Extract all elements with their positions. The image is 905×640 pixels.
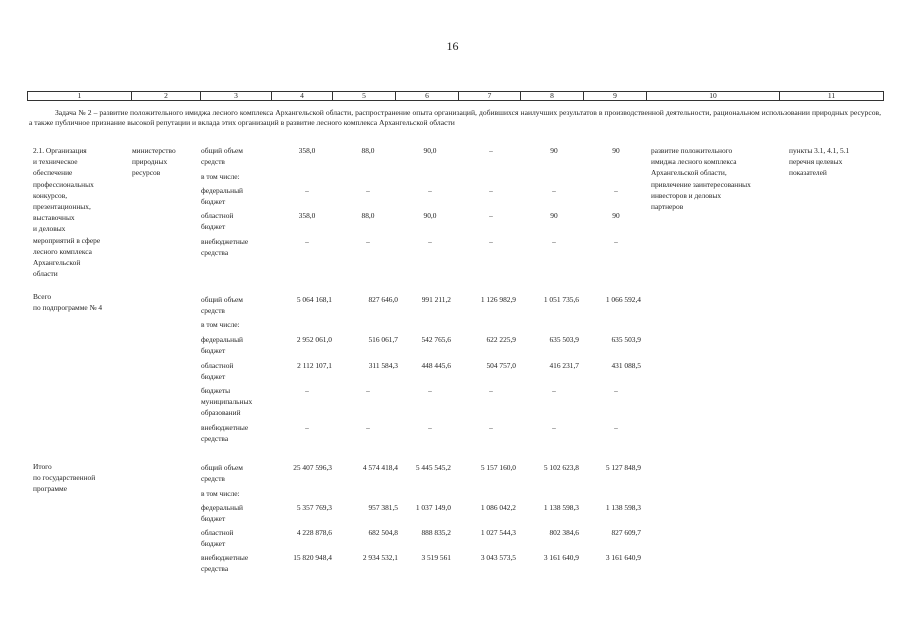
value-cell: 1 037 149,0 [415, 503, 451, 512]
value-cell: 5 102 623,8 [543, 463, 579, 472]
value-cell: – [614, 423, 618, 432]
value-cell: 516 061,7 [368, 335, 398, 344]
source-label: бюджет [201, 539, 226, 548]
activity-name-line: профессиональных [33, 180, 94, 189]
executor-line: природных [132, 157, 168, 166]
page-number: 16 [446, 39, 459, 53]
source-label: средств [201, 157, 225, 166]
source-label: бюджет [201, 197, 226, 206]
value-cell: – [489, 146, 493, 155]
value-cell: 827 646,0 [368, 295, 398, 304]
col-header-2: 2 [132, 92, 201, 101]
col-header-3: 3 [201, 92, 272, 101]
result-line: имиджа лесного комплекса [651, 157, 737, 166]
value-cell: 957 381,5 [368, 503, 398, 512]
value-cell: – [614, 237, 618, 246]
value-cell: 311 584,3 [368, 361, 398, 370]
col-header-4: 4 [272, 92, 333, 101]
value-cell: 3 161 640,9 [543, 553, 579, 562]
value-cell: 3 043 573,5 [480, 553, 516, 562]
value-cell: – [305, 186, 309, 195]
value-cell: 90 [550, 146, 558, 155]
source-label: в том числе: [201, 489, 240, 498]
value-cell: 888 835,2 [421, 528, 451, 537]
activity-name-line: лесного комплекса [33, 247, 92, 256]
value-cell: 358,0 [298, 211, 316, 220]
value-cell: 3 161 640,9 [605, 553, 641, 562]
value-cell: 4 228 878,6 [296, 528, 332, 537]
value-cell: 90 [612, 211, 620, 220]
source-label: областной [201, 528, 234, 537]
source-label: общий объем [201, 146, 243, 155]
value-cell: – [366, 186, 370, 195]
value-cell: – [428, 237, 432, 246]
source-label: внебюджетные [201, 423, 249, 432]
source-label: бюджет [201, 346, 226, 355]
source-label: средства [201, 248, 229, 257]
value-cell: 3 519 561 [421, 553, 451, 562]
source-label: областной [201, 211, 234, 220]
result-line: Архангельской области, [651, 168, 727, 177]
executor-line: министерство [132, 146, 176, 155]
total-label-line: Итого [33, 462, 52, 471]
value-cell: – [428, 386, 432, 395]
task-2-text: Задача № 2 – развитие положительного имиджа лесного комплекса Архангельской области, распространение опыта организаций, добившихся наилучших результатов в производственной деятельности, рациональном использовании природных ресурсов, а также публичное признание высокой репутации и вклада этих организаций в развитие лесного комплекса Архангельской области [29, 108, 881, 127]
value-cell: 1 086 042,2 [480, 503, 516, 512]
col-header-7: 7 [459, 92, 521, 101]
source-label: бюджеты [201, 386, 231, 395]
activity-name-line: области [33, 269, 58, 278]
value-cell: 635 503,9 [549, 335, 579, 344]
source-label: бюджет [201, 222, 226, 231]
total-label-line: программе [33, 484, 67, 493]
value-cell: 2 952 061,0 [296, 335, 332, 344]
value-cell: 416 231,7 [549, 361, 579, 370]
source-label: в том числе: [201, 172, 240, 181]
value-cell: – [552, 423, 556, 432]
value-cell: – [366, 237, 370, 246]
value-cell: 90 [612, 146, 620, 155]
task-2-heading [29, 108, 881, 128]
activity-name-line: мероприятий в сфере [33, 236, 101, 245]
value-cell: – [489, 211, 493, 220]
value-cell: – [614, 386, 618, 395]
activity-name-line: и техническое [33, 157, 78, 166]
source-label: внебюджетные [201, 237, 249, 246]
value-cell: – [552, 386, 556, 395]
value-cell: 635 503,9 [611, 335, 641, 344]
value-cell: 5 064 168,1 [296, 295, 332, 304]
value-cell: – [614, 186, 618, 195]
value-cell: 15 820 948,4 [293, 553, 332, 562]
value-cell: 1 138 598,3 [605, 503, 641, 512]
source-label: средств [201, 306, 225, 315]
value-cell: 991 211,2 [421, 295, 451, 304]
source-label: бюджет [201, 372, 226, 381]
value-cell: – [305, 386, 309, 395]
column-number-header [27, 91, 884, 101]
value-cell: 542 765,6 [421, 335, 451, 344]
source-label: бюджет [201, 514, 226, 523]
value-cell: 622 225,9 [486, 335, 516, 344]
value-cell: 431 088,5 [611, 361, 641, 370]
indicator-line: пункты 3.1, 4.1, 5.1 [789, 146, 850, 155]
source-label: средства [201, 564, 229, 573]
indicator-line: показателей [789, 168, 827, 177]
value-cell: 5 357 769,3 [296, 503, 332, 512]
value-cell: – [305, 423, 309, 432]
source-label: федеральный [201, 503, 243, 512]
col-header-5: 5 [333, 92, 396, 101]
value-cell: – [552, 186, 556, 195]
source-label: областной [201, 361, 234, 370]
result-line: привлечение заинтересованных [651, 180, 751, 189]
value-cell: 5 157 160,0 [480, 463, 516, 472]
value-cell: – [489, 386, 493, 395]
value-cell: – [489, 237, 493, 246]
source-label: образований [201, 408, 241, 417]
col-header-8: 8 [521, 92, 584, 101]
value-cell: 1 027 544,3 [480, 528, 516, 537]
col-header-10: 10 [647, 92, 780, 101]
source-label: общий объем [201, 463, 243, 472]
value-cell: 448 445,6 [421, 361, 451, 370]
result-line: развитие положительного [651, 146, 733, 155]
value-cell: – [366, 423, 370, 432]
value-cell: – [489, 186, 493, 195]
col-header-9: 9 [584, 92, 647, 101]
value-cell: – [552, 237, 556, 246]
value-cell: 88,0 [361, 211, 375, 220]
value-cell: 1 051 735,6 [543, 295, 579, 304]
value-cell: 5 445 545,2 [415, 463, 451, 472]
value-cell: 1 126 982,9 [480, 295, 516, 304]
value-cell: 802 384,6 [549, 528, 579, 537]
value-cell: 1 138 598,3 [543, 503, 579, 512]
value-cell: 90,0 [423, 146, 437, 155]
value-cell: – [428, 423, 432, 432]
source-label: федеральный [201, 186, 243, 195]
value-cell: 827 609,7 [611, 528, 641, 537]
source-label: федеральный [201, 335, 243, 344]
value-cell: 88,0 [361, 146, 375, 155]
result-line: инвесторов и деловых [651, 191, 722, 200]
source-label: общий объем [201, 295, 243, 304]
activity-name-line: Архангельской [33, 258, 81, 267]
total-label-line: Всего [33, 292, 52, 301]
value-cell: 682 504,8 [368, 528, 398, 537]
source-label: средства [201, 434, 229, 443]
source-label: муниципальных [201, 397, 253, 406]
activity-name-line: и деловых [33, 224, 66, 233]
value-cell: – [366, 386, 370, 395]
value-cell: – [489, 423, 493, 432]
total-label-line: по государственной [33, 473, 96, 482]
value-cell: 2 112 107,1 [297, 361, 332, 370]
source-label: средств [201, 474, 225, 483]
total-label-line: по подпрограмме № 4 [33, 303, 103, 312]
value-cell: 90,0 [423, 211, 437, 220]
value-cell: 25 407 596,3 [293, 463, 332, 472]
activity-name-line: конкурсов, [33, 191, 68, 200]
result-line: партнеров [651, 202, 684, 211]
value-cell: – [305, 237, 309, 246]
activity-name-line: 2.1. Организация [33, 146, 87, 155]
activity-name-line: обеспечение [33, 168, 73, 177]
value-cell: – [428, 186, 432, 195]
value-cell: 358,0 [298, 146, 316, 155]
source-label: внебюджетные [201, 553, 249, 562]
value-cell: 504 757,0 [486, 361, 516, 370]
value-cell: 5 127 848,9 [605, 463, 641, 472]
col-header-11: 11 [780, 92, 884, 101]
indicator-line: перечня целевых [789, 157, 843, 166]
executor-line: ресурсов [132, 168, 161, 177]
source-label: в том числе: [201, 320, 240, 329]
col-header-6: 6 [396, 92, 459, 101]
col-header-1: 1 [28, 92, 132, 101]
activity-name-line: выставочных [33, 213, 75, 222]
value-cell: 90 [550, 211, 558, 220]
value-cell: 1 066 592,4 [605, 295, 641, 304]
value-cell: 4 574 418,4 [362, 463, 398, 472]
activity-name-line: презентационных, [33, 202, 91, 211]
value-cell: 2 934 532,1 [362, 553, 398, 562]
